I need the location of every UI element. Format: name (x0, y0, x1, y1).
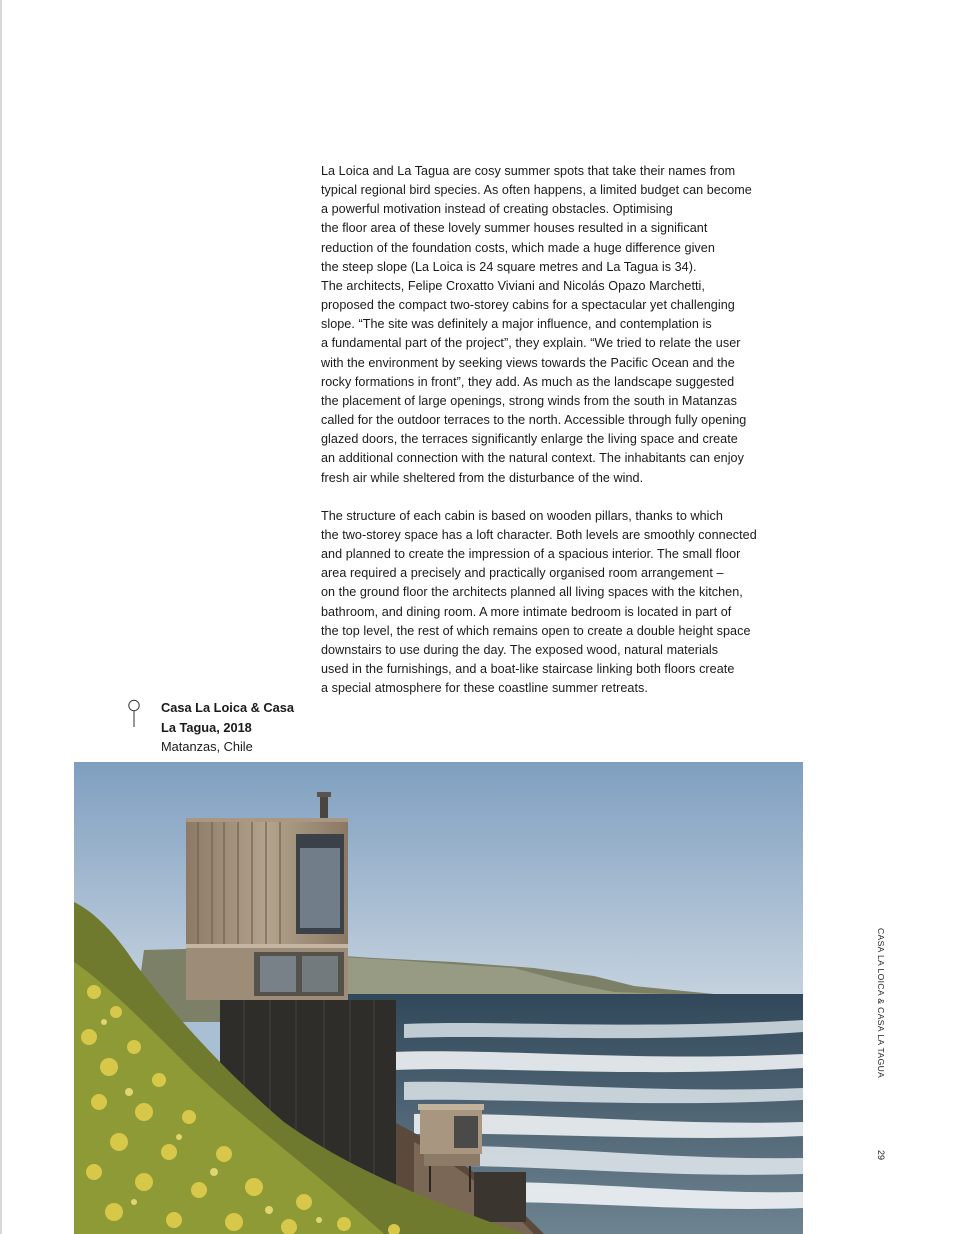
running-head: CASA LA LOICA & CASA LA TAGUA (876, 928, 886, 1079)
text-line: the top level, the rest of which remains open to create a double height space (321, 623, 751, 638)
text-line: the placement of large openings, strong winds from the south in Matanzas (321, 393, 737, 408)
coastal-cabins-photo (74, 762, 803, 1234)
text-line: rocky formations in front”, they add. As much as the landscape suggested (321, 374, 735, 389)
caption-title: Casa La Loica & Casa (161, 700, 295, 715)
text-line: downstairs to use during the day. The exposed wood, natural materials (321, 642, 719, 657)
text-line: fresh air while sheltered from the disturbance of the wind. (321, 470, 644, 485)
text-line: with the environment by seeking views towards the Pacific Ocean and the (321, 355, 735, 370)
text-line: called for the outdoor terraces to the north. Accessible through fully opening (321, 413, 747, 428)
text-line: the steep slope (La Loica is 24 square metres and La Tagua is 34). (321, 259, 697, 274)
page-number: 29 (876, 1150, 886, 1161)
text-line: reduction of the foundation costs, which made a huge difference given (321, 240, 715, 255)
page-edge-rule (0, 0, 2, 1234)
text-line: slope. “The site was definitely a major influence, and contemplation is (321, 317, 712, 332)
text-line: bathroom, and dining room. A more intimate bedroom is located in part of (321, 604, 732, 619)
text-line: a special atmosphere for these coastline summer retreats. (321, 681, 648, 696)
text-line: La Loica and La Tagua are cosy summer spots that take their names from (321, 164, 736, 178)
text-line: area required a precisely and practically organised room arrangement – (321, 566, 724, 581)
text-line: a powerful motivation instead of creating obstacles. Optimising (321, 202, 673, 217)
body-text (321, 162, 806, 698)
text-line: an additional connection with the natural context. The inhabitants can enjoy (321, 451, 744, 466)
text-line: The structure of each cabin is based on wooden pillars, thanks to which (321, 508, 723, 523)
text-line: glazed doors, the terraces significantly enlarge the living space and create (321, 432, 738, 447)
text-line: proposed the compact two-storey cabins for a spectacular yet challenging (321, 298, 735, 313)
text-line: and planned to create the impression of a spacious interior. The small floor (321, 547, 741, 562)
project-caption (161, 698, 294, 757)
text-line: The architects, Felipe Croxatto Viviani and Nicolás Opazo Marchetti, (321, 278, 705, 293)
caption-location: Matanzas, Chile (161, 739, 253, 754)
text-line: on the ground floor the architects planned all living spaces with the kitchen, (321, 585, 743, 600)
text-line: typical regional bird species. As often happens, a limited budget can become (321, 183, 752, 198)
text-line: the floor area of these lovely summer houses resulted in a significant (321, 221, 708, 236)
text-line: used in the furnishings, and a boat-like staircase linking both floors create (321, 662, 735, 677)
paragraph-1 (321, 162, 806, 488)
paragraph-2 (321, 507, 806, 699)
caption-title-continued: La Tagua, 2018 (161, 719, 252, 735)
text-line: a fundamental part of the project”, they explain. “We tried to relate the user (321, 336, 741, 351)
text-line: the two-storey space has a loft character. Both levels are smoothly connected (321, 527, 757, 542)
location-pin-icon (126, 699, 142, 729)
